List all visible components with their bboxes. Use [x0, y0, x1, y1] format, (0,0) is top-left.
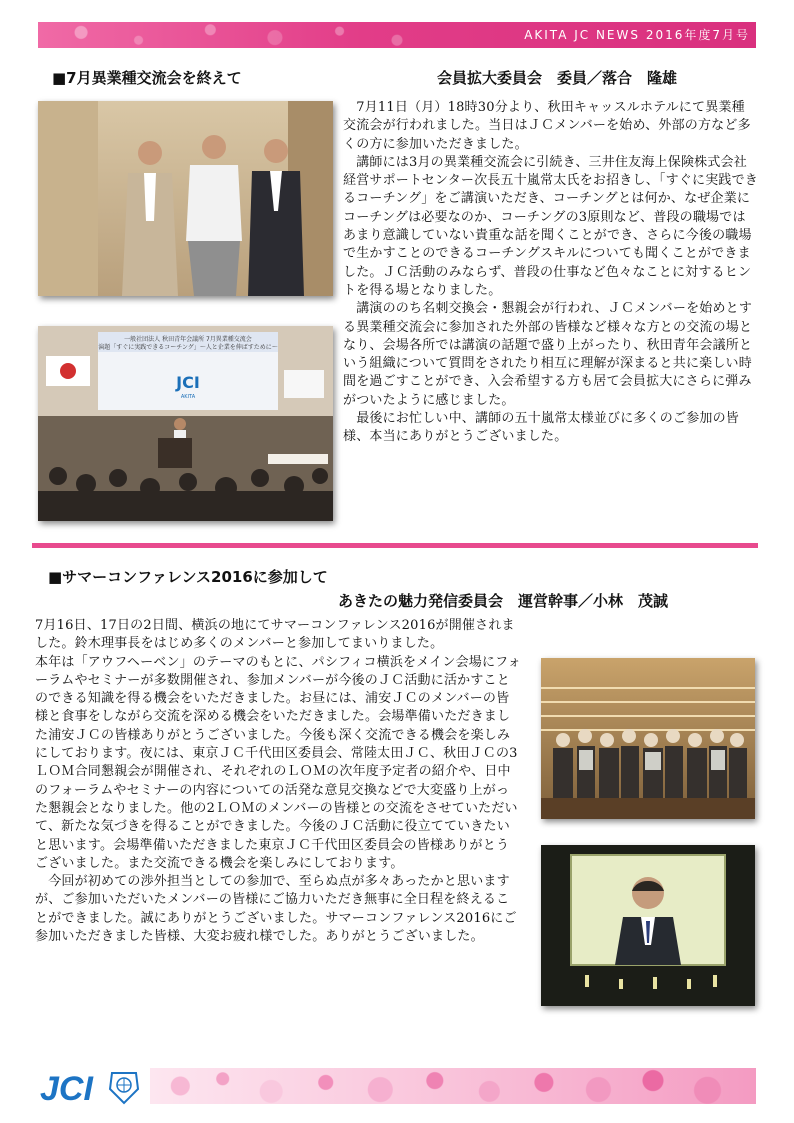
slide-line2: 演題「すぐに実践できるコーチング」〜人と企業を伸ばすために〜 — [98, 344, 278, 351]
article1-title: ■7月異業種交流会を終えて — [52, 69, 242, 87]
article1-paragraph: 講演ののち名刺交換会・懇親会が行われ、ＪＣメンバーを始めとする異業種交流会に参加された外部の皆様など様々な方との交流の場となり、会場各所では講演の話題で盛り上がったり、秋田青年会議所という組織について質問をされたり相互に理解が深まると共に楽しい時間を過ごすことができ、入会希望する方も居て会員拡大にさらに弾みがついたように感じました。 — [343, 301, 753, 408]
article2-title: ■サマーコンファレンス2016に参加して — [48, 568, 328, 586]
photo-three-men — [38, 101, 333, 296]
article2-byline: あきたの魅力発信委員会 運営幹事／小林 茂誠 — [338, 592, 669, 610]
article2-paragraph: 本年は「アウフヘーベン」のテーマのもとに、パシフィコ横浜をメイン会場にフォーラムやセミナーが多数開催され、参加メンバーが今後のＪＣ活動に活かすことのできる知識を得る機会をいただきました。お昼には、浦安ＪＣのメンバーの皆様と食事をしながら交流を深める機会をいただきました。会場準備いただきました浦安ＪＣの皆様ありがとうございました。今後も深く交流できる機会を楽しみにしております。夜には、東京ＪＣ千代田区委員会、常陸太田ＪＣ、秋田ＪＣの3ＬＯＭ合同懇親会が開催され、それぞれのＬＯＭの次年度予定者の紹介や、日中のフォーラムやセミナーの内容についての活発な意見交換などで大変盛り上がった懇親会となりました。他の2ＬＯＭのメンバーの皆様との交流をさせていただいて、新たな気づきを得ることができました。今後のＪＣ活動に役立てていきたいと思います。会場準備いただきました東京ＪＣ千代田区委員会の皆様ありがとうございました。また交流できる機会を楽しみにしております。 — [35, 654, 521, 871]
footer-bubble-band — [150, 1068, 756, 1104]
slide-logo-sub: AKITA — [180, 394, 196, 400]
newsletter-issue-label: AKITA JC NEWS 2016年度7月号 — [524, 28, 750, 42]
photo-lecture-room — [38, 326, 333, 521]
slide-logo: JCI — [176, 373, 200, 392]
article1-body — [343, 99, 758, 447]
article1-paragraph: 講師には3月の異業種交流会に引続き、三井住友海上保険株式会社経営サポートセンター次長五十嵐常太氏をお招きし、「すぐに実践できるコーチング」をご講演いただき、コーチングとは何か、なぜ企業にコーチングは必要なのか、コーチングの3原則など、普段の職場ではあまり意識していない貴重な話を聞くことができ、さらに今後の職場で生かすことのできるコーチングスキルについても聞くことができました。ＪＣ活動のみならず、普段の仕事など色々なことに対するヒントを得る場となりました。 — [343, 154, 758, 298]
article1-paragraph: 最後にお忙しい中、講師の五十嵐常太様並びに多くのご参加の皆様、本当にありがとうございました。 — [343, 411, 740, 445]
header-banner — [38, 22, 756, 48]
photo-group-staircase — [541, 658, 755, 819]
section-divider — [32, 543, 758, 548]
article1-paragraph: 7月11日（月）18時30分より、秋田キャッスルホテルにて異業種交流会が行われました。当日はＪＣメンバーを始め、外部の方など多くの方に参加いただきました。 — [343, 100, 751, 152]
article1-byline: 会員拡大委員会 委員／落合 隆雄 — [437, 69, 678, 87]
jci-emblem-icon — [110, 1073, 138, 1103]
jci-logo-text: JCI — [40, 1070, 93, 1107]
jci-logo — [40, 1067, 150, 1107]
article2-body — [35, 617, 522, 946]
slide-line1: 一般社団法人 秋田青年会議所 7月異業種交流会 — [124, 336, 252, 343]
photo-speaker-screen — [541, 845, 755, 1006]
article2-paragraph: 今回が初めての渉外担当としての参加で、至らぬ点が多々あったかと思いますが、ご参加いただいたメンバーの皆様にご協力いただき無事に全日程を終えることができました。誠にありがとうございました。サマーコンファレンス2016にご参加いただきました皆様、大変お疲れ様でした。ありがとうございました。 — [35, 874, 517, 945]
article2-paragraph: 7月16日、17日の2日間、横浜の地にてサマーコンファレンス2016が開催されました。鈴木理事長をはじめ多くのメンバーと参加してまいりました。 — [35, 618, 515, 652]
